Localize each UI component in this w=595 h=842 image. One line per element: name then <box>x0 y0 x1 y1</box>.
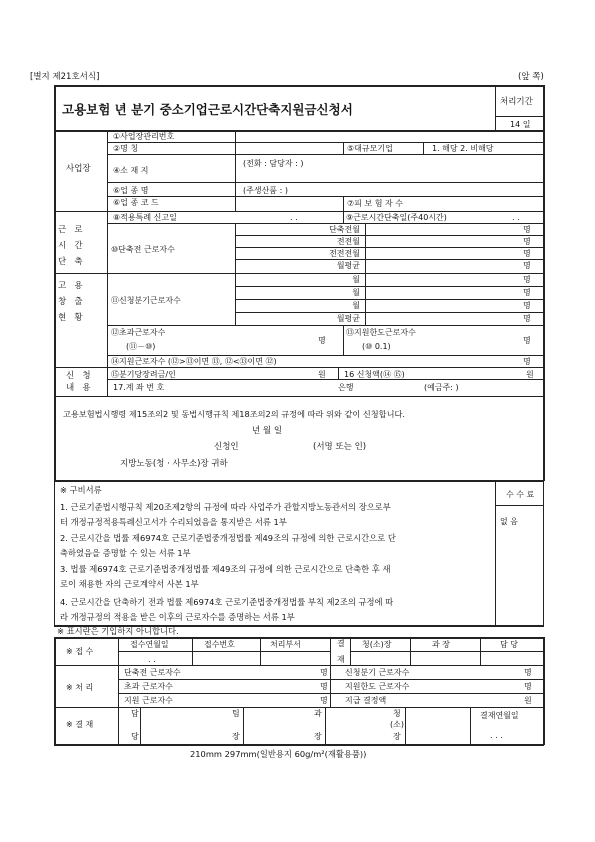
reduction-unit-2: 명 <box>523 237 531 246</box>
processing-dept-label: 처리부서 <box>270 640 301 649</box>
process-quarter-count: 신청분기 근로자수 <box>345 668 410 677</box>
receipt-label: ※ 접 수 <box>66 647 94 656</box>
receipt-number-label: 접수번호 <box>204 640 235 649</box>
attachment-item: 2. 근로시간을 법률 제6974호 근로기준법중개정법률 제49조의 규정에 의한 근로시간으로 단 <box>60 533 396 543</box>
decision-date-label: 결재연월일 <box>480 711 519 720</box>
reduction-date-value[interactable]: . . <box>512 213 520 222</box>
bank-label: 은행 <box>338 383 354 392</box>
product-field[interactable]: (주생산품 : ) <box>243 186 288 195</box>
decision-dam: 담 <box>131 709 139 718</box>
limit-unit: 명 <box>523 336 531 345</box>
decision-gwa: 과 <box>314 709 322 718</box>
large-corp-label: ⑤대규모기업 <box>347 144 393 153</box>
receipt-date-label: 접수연월일 <box>130 640 169 649</box>
processing-period-value: 14 일 <box>510 120 531 129</box>
account-holder-field[interactable]: (예금주: ) <box>424 383 459 392</box>
decision-label: ※ 결 재 <box>66 720 94 729</box>
process-won: 원 <box>524 696 532 705</box>
section-chief-label: 과 장 <box>432 640 450 649</box>
process-unit: 명 <box>524 668 532 677</box>
process-unit: 명 <box>320 682 328 691</box>
decision-date-dots: . . . <box>490 731 503 740</box>
decision-tim-jang: 장 <box>232 732 240 741</box>
attachment-item: 라 개정규정의 적용을 받은 이후의 근로자수를 증명하는 서류 1부 <box>60 612 295 622</box>
business-section-label: 사업장 <box>66 164 91 174</box>
form-title: 고용보험 년 분기 중소기업근로시간단축지원금신청서 <box>62 102 353 117</box>
approval-label-2: 재 <box>337 655 345 664</box>
attachment-item: 3. 법률 제6974호 근로기준법중개정법률 제49조의 규정에 의한 근로시간으로 단축한 후 새 <box>60 564 391 574</box>
reduction-month-avg: 월평균 <box>336 261 360 270</box>
declaration-text: 고용보험법시행령 제15조의2 및 동법시행규칙 제18조의2의 규정에 따라 위와 같이 신청합니다. <box>63 409 406 419</box>
hire-month-3: 월 <box>352 301 360 310</box>
receipt-date-dots: . . <box>148 655 156 664</box>
excess-count-label: ⑫초과근로자수 <box>111 328 166 337</box>
attachment-item: 축하였음을 증명할 수 있는 서류 1부 <box>60 548 191 558</box>
decision-gwa-jang: 장 <box>314 732 322 741</box>
applicant-label: 신청인 <box>214 442 239 452</box>
officer-label: 담 당 <box>500 640 518 649</box>
office-use-note: ※ 표시란은 기입하지 아니합니다. <box>57 626 179 636</box>
hire-unit-3: 명 <box>523 301 531 310</box>
process-payment-amount: 지급 결정액 <box>345 696 387 705</box>
signature-field[interactable]: (서명 또는 인) <box>313 442 367 452</box>
quarter-incentive-label: ⑮분기당장려금/인 <box>111 370 176 379</box>
industry-name-label: ⑥업 종 명 <box>113 186 149 195</box>
reduction-unit-4: 명 <box>523 261 531 270</box>
support-limit-label: ⑬지원한도근로자수 <box>346 328 416 337</box>
decision-cheong: 청 <box>393 709 401 718</box>
decision-cheong-jang: 장 <box>393 732 401 741</box>
process-unit: 명 <box>524 682 532 691</box>
business-mgmt-no-label: ①사업장관리번호 <box>113 132 175 141</box>
incentive-won: 원 <box>318 370 326 379</box>
hire-month-2: 월 <box>352 288 360 297</box>
process-unit: 명 <box>320 668 328 677</box>
process-excess-count: 초과 근로자수 <box>124 682 173 691</box>
process-limit-count: 지원한도 근로자수 <box>345 682 410 691</box>
business-name-label: ②명 칭 <box>113 144 139 153</box>
reduction-month-3: 전전전월 <box>329 249 360 258</box>
insured-count-label: ⑦피 보 험 자 수 <box>347 199 403 208</box>
fee-value: 없 음 <box>500 517 518 526</box>
industry-code-label: ⑥업 종 코 드 <box>113 198 159 207</box>
addressee: 지방노동(청 · 사무소)장 귀하 <box>120 459 228 469</box>
new-quarter-count-label: ⑪신청분기근로자수 <box>111 296 181 305</box>
reduction-unit-1: 명 <box>523 225 531 234</box>
apply-amount-won: 원 <box>526 370 534 379</box>
attachment-item: 1. 근로기준법시행규칙 제20조제2항의 규정에 따라 사업주가 관할지방노동관서의 장으로부 <box>60 502 391 512</box>
phone-contact-field[interactable]: (전화 : 담당자 : ) <box>243 159 304 168</box>
hire-unit-1: 명 <box>523 275 531 284</box>
support-count-unit: 명 <box>523 357 531 366</box>
process-support-count: 지원 근로자수 <box>124 696 173 705</box>
attachment-item: 터 개정규정적용특례신고서가 수리되었음을 통지받은 서류 1부 <box>60 517 287 527</box>
decision-dang: 당 <box>131 732 139 741</box>
reduction-month-1: 단축전월 <box>329 225 360 234</box>
reduction-section-label: 근 로 시 간 단 축 <box>58 225 83 267</box>
hire-section-label: 고 용 창 출 현 황 <box>58 281 83 323</box>
support-limit-formula: (⑩ 0.1) <box>362 342 391 351</box>
special-filing-date-value[interactable]: . . <box>290 213 298 222</box>
reduction-unit-3: 명 <box>523 249 531 258</box>
large-corp-options[interactable]: 1. 해당 2. 비해당 <box>432 144 494 153</box>
excess-count-formula: (⑪－⑩) <box>126 342 156 351</box>
fee-label: 수 수 료 <box>506 490 535 499</box>
paper-spec-footer: 210mm 297mm(일반용지 60g/m²(재활용품)) <box>190 749 367 759</box>
special-filing-date-label: ⑧적용특례 신고일 <box>113 213 177 222</box>
support-count-label: ⑭지원근로자수 (⑫>⑬이면 ⑬, ⑫<⑬이면 ⑫) <box>111 357 277 366</box>
attachment-item: 로이 채용한 자의 근로계약서 사본 1부 <box>60 579 199 589</box>
approval-label-1: 결 <box>337 639 345 648</box>
chief-label: 청(소)장 <box>362 640 392 649</box>
hire-month-1: 월 <box>352 275 360 284</box>
attachments-title: ※ 구비서류 <box>60 485 102 495</box>
declaration-date[interactable]: 년 월 일 <box>252 426 283 436</box>
reduction-date-label: ⑨근로시간단축일(주40시간) <box>346 213 447 222</box>
hire-unit-4: 명 <box>523 314 531 323</box>
page-side: (앞 쪽) <box>518 72 544 82</box>
before-reduction-count-label: ⑩단축전 근로자수 <box>111 245 175 254</box>
processing-period-label: 처리기간 <box>500 97 533 107</box>
decision-so: (소) <box>390 720 404 729</box>
process-unit: 명 <box>320 696 328 705</box>
attachment-item: 4. 근로시간을 단축하기 전과 법률 제6974호 근로기준법중개정법률 부칙 제2조의 규정에 따 <box>60 597 394 607</box>
reduction-month-2: 전전월 <box>336 237 360 246</box>
process-before-count: 단축전 근로자수 <box>124 668 181 677</box>
apply-amount-label: 16 신청액(⑭ ⑮) <box>344 370 405 379</box>
decision-tim: 팀 <box>232 709 240 718</box>
hire-month-avg: 월평균 <box>336 314 360 323</box>
excess-unit: 명 <box>318 336 326 345</box>
form-number: [별지 제21호서식] <box>30 72 100 82</box>
process-label: ※ 처 리 <box>66 683 94 692</box>
account-number-label: 17.계 좌 번 호 <box>113 383 165 392</box>
hire-unit-2: 명 <box>523 288 531 297</box>
address-label: ④소 재 지 <box>113 166 149 175</box>
apply-section-label: 신 청 내 용 <box>66 371 91 393</box>
